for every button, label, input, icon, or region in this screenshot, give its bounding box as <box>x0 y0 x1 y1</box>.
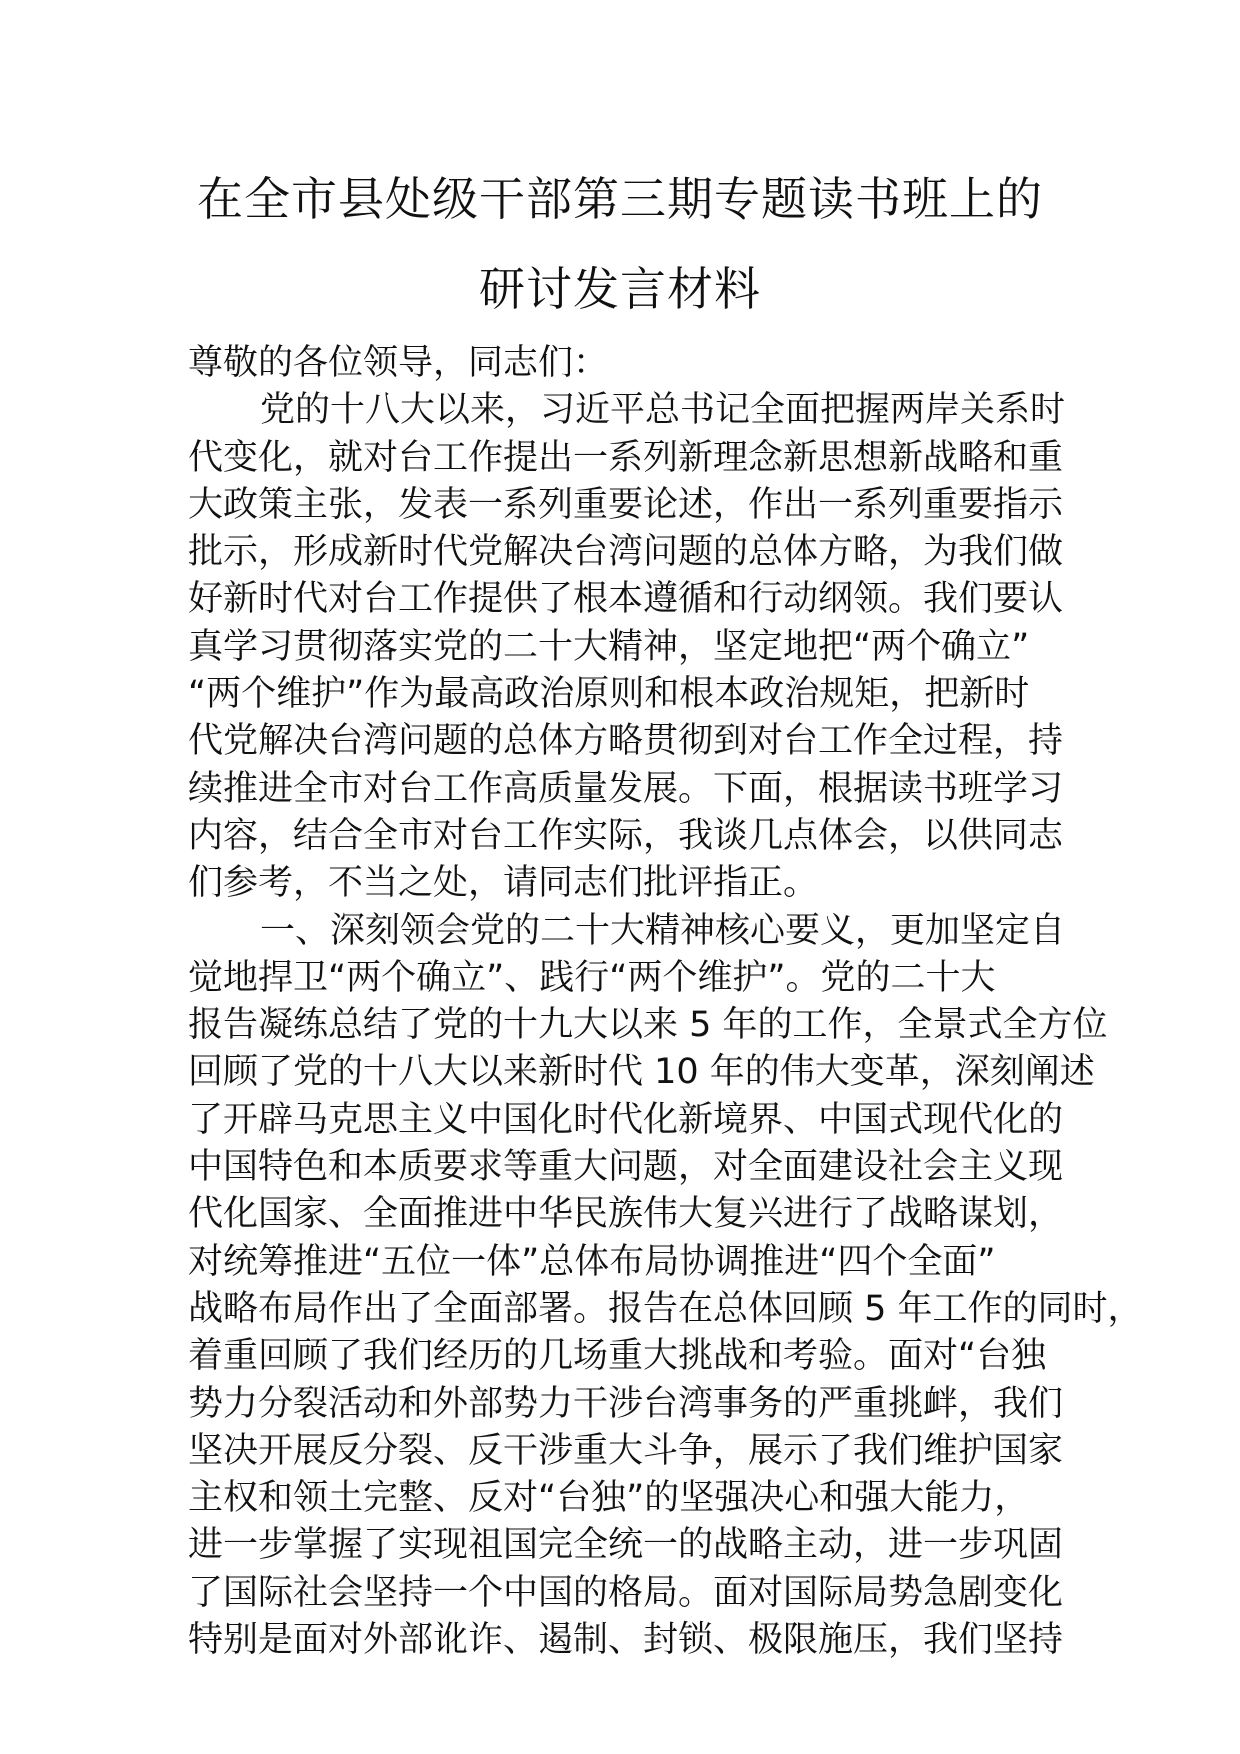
paragraph-line: 报告凝练总结了党的十九大以来 5 年的工作，全景式全方位 <box>188 1005 1108 1046</box>
paragraph-line: 们参考，不当之处，请同志们批评指正。 <box>188 863 819 904</box>
paragraph-line: 了开辟马克思主义中国化时代化新境界、中国式现代化的 <box>188 1099 1064 1140</box>
paragraph-line: 战略布局作出了全面部署。报告在总体回顾 5 年工作的同时， <box>188 1288 1143 1329</box>
paragraph-line: 内容，结合全市对台工作实际，我谈几点体会，以供同志 <box>188 815 1064 856</box>
paragraph-line: 着重回顾了我们经历的几场重大挑战和考验。面对“台独 <box>188 1336 1047 1377</box>
section-heading-line: 一、深刻领会党的二十大精神核心要义，更加坚定自 <box>260 910 1066 951</box>
paragraph-line: 批示，形成新时代党解决台湾问题的总体方略，为我们做 <box>188 532 1064 573</box>
paragraph-line: 代党解决台湾问题的总体方略贯彻到对台工作全过程，持 <box>188 721 1064 762</box>
paragraph-line: 代化国家、全面推进中华民族伟大复兴进行了战略谋划， <box>188 1194 1064 1235</box>
paragraph-line: 势力分裂活动和外部势力干涉台湾事务的严重挑衅，我们 <box>188 1383 1064 1424</box>
document-title-line-1: 在全市县处级干部第三期专题读书班上的 <box>197 172 1043 226</box>
paragraph-line: 对统筹推进“五位一体”总体布局协调推进“四个全面” <box>188 1241 996 1282</box>
paragraph-line: 进一步掌握了实现祖国完全统一的战略主动，进一步巩固 <box>188 1525 1064 1566</box>
paragraph-line: 中国特色和本质要求等重大问题，对全面建设社会主义现 <box>188 1147 1064 1188</box>
paragraph-line: 大政策主张，发表一系列重要论述，作出一系列重要指示 <box>188 484 1064 525</box>
document-title-line-2: 研讨发言材料 <box>479 262 761 316</box>
paragraph-line: 坚决开展反分裂、反干涉重大斗争，展示了我们维护国家 <box>188 1430 1064 1471</box>
paragraph-line: 主权和领土完整、反对“台独”的坚强决心和强大能力， <box>188 1478 1030 1519</box>
paragraph-line: 党的十八大以来，习近平总书记全面把握两岸关系时 <box>260 390 1066 431</box>
paragraph-line: 好新时代对台工作提供了根本遵循和行动纲领。我们要认 <box>188 579 1064 620</box>
paragraph-line: 觉地捍卫“两个确立”、践行“两个维护”。党的二十大 <box>188 957 996 998</box>
paragraph-line: 代变化，就对台工作提出一系列新理念新思想新战略和重 <box>188 437 1064 478</box>
paragraph-line: 了国际社会坚持一个中国的格局。面对国际局势急剧变化 <box>188 1572 1064 1613</box>
salutation: 尊敬的各位领导，同志们： <box>188 343 609 383</box>
paragraph-line: 真学习贯彻落实党的二十大精神，坚定地把“两个确立” <box>188 626 1030 667</box>
paragraph-line: “两个维护”作为最高政治原则和根本政治规矩，把新时 <box>188 674 1030 715</box>
document-body <box>188 340 1143 1664</box>
paragraph-line: 续推进全市对台工作高质量发展。下面，根据读书班学习 <box>188 768 1064 809</box>
paragraph-line: 回顾了党的十八大以来新时代 10 年的伟大变革，深刻阐述 <box>188 1052 1095 1093</box>
paragraph-line: 特别是面对外部讹诈、遏制、封锁、极限施压，我们坚持 <box>188 1620 1064 1661</box>
